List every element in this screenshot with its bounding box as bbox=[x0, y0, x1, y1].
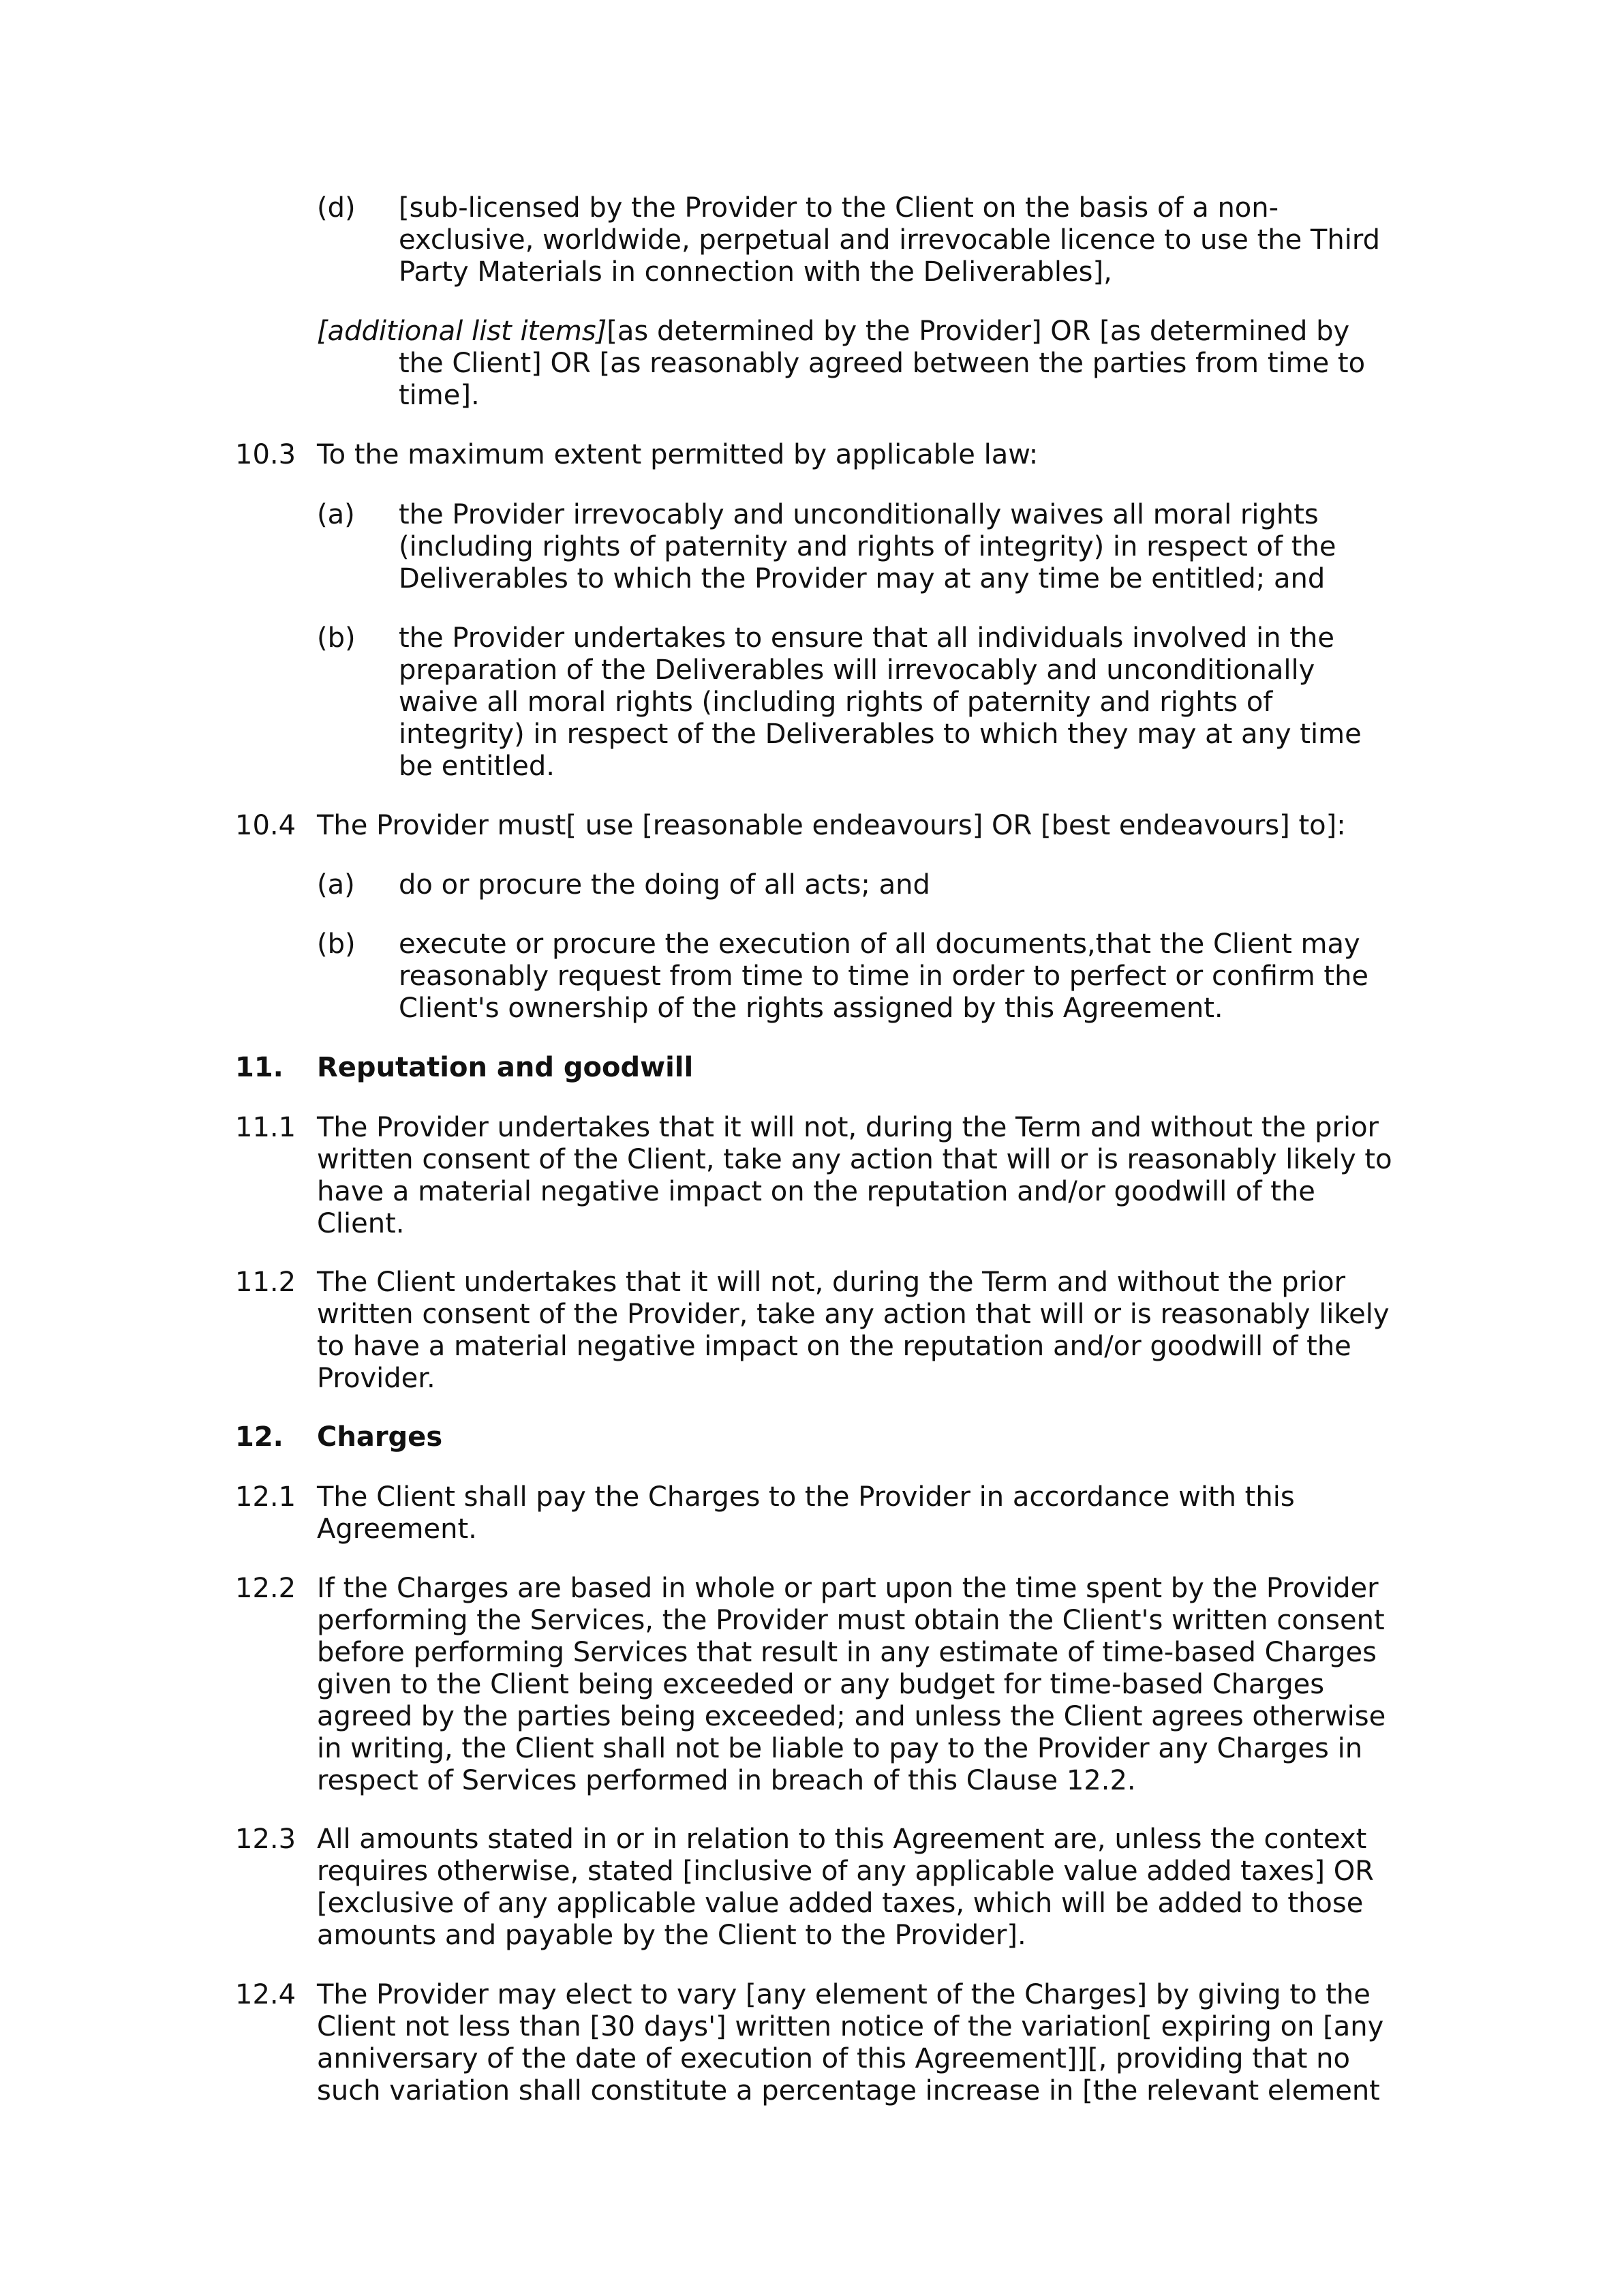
text-line: The Provider must[ use [reasonable endeavours] OR [best endeavours] to]: bbox=[317, 810, 1346, 841]
text-line: [exclusive of any applicable value added taxes, which will be added to those bbox=[317, 1888, 1364, 1919]
text-line: the Client] OR [as reasonably agreed between the parties from time to bbox=[399, 348, 1366, 379]
text-line: [sub-licensed by the Provider to the Client on the basis of a non- bbox=[399, 192, 1279, 224]
text-line: reasonably request from time to time in order to perfect or confirm the bbox=[399, 961, 1369, 992]
text-line: integrity) in respect of the Deliverables to which they may at any time bbox=[399, 719, 1362, 750]
text-line: If the Charges are based in whole or part upon the time spent by the Provider bbox=[317, 1573, 1379, 1604]
text-line: agreed by the parties being exceeded; and unless the Client agrees otherwise bbox=[317, 1701, 1386, 1732]
text-line: to have a material negative impact on the reputation and/or goodwill of the bbox=[317, 1331, 1351, 1362]
text-line: respect of Services performed in breach of this Clause 12.2. bbox=[317, 1765, 1136, 1796]
text-line: The Client undertakes that it will not, during the Term and without the prior bbox=[317, 1267, 1346, 1298]
clause-number: 12.3 bbox=[235, 1824, 296, 1855]
text-line: To the maximum extent permitted by applicable law: bbox=[317, 439, 1039, 470]
text-line: All amounts stated in or in relation to this Agreement are, unless the context bbox=[317, 1824, 1367, 1855]
clause-number: 12.4 bbox=[235, 1979, 296, 2010]
text-line: anniversary of the date of execution of this Agreement]][, providing that no bbox=[317, 2043, 1350, 2074]
item-label: (b) bbox=[317, 622, 356, 654]
text-line: (including rights of paternity and rights of integrity) in respect of the bbox=[399, 531, 1336, 562]
text-line: do or procure the doing of all acts; and bbox=[399, 869, 930, 901]
placeholder-text: [additional list items] bbox=[317, 316, 607, 347]
text-line: time]. bbox=[399, 380, 480, 411]
text-line: The Provider may elect to vary [any element of the Charges] by giving to the bbox=[317, 1979, 1371, 2010]
text-line: Party Materials in connection with the Deliverables], bbox=[399, 256, 1112, 288]
item-label: (d) bbox=[317, 192, 356, 224]
text-line: such variation shall constitute a percentage increase in [the relevant element bbox=[317, 2075, 1380, 2106]
clause-number: 12.1 bbox=[235, 1481, 296, 1513]
text-line: waive all moral rights (including rights of paternity and rights of bbox=[399, 686, 1273, 718]
text-line: execute or procure the execution of all documents,that the Client may bbox=[399, 928, 1360, 960]
clause-number: 10.3 bbox=[235, 439, 296, 470]
item-label: (a) bbox=[317, 499, 355, 530]
section-number: 11. bbox=[235, 1052, 284, 1083]
text-line: written consent of the Provider, take any action that will or is reasonably likely bbox=[317, 1299, 1390, 1330]
text-line: Deliverables to which the Provider may at any time be entitled; and bbox=[399, 563, 1326, 594]
item-label: (a) bbox=[317, 869, 355, 901]
text-line: be entitled. bbox=[399, 751, 555, 782]
text-line: in writing, the Client shall not be liable to pay to the Provider any Charges in bbox=[317, 1733, 1363, 1764]
text-line: The Client shall pay the Charges to the Provider in accordance with this bbox=[317, 1481, 1295, 1513]
text-line: have a material negative impact on the reputation and/or goodwill of the bbox=[317, 1176, 1315, 1207]
text-line: requires otherwise, stated [inclusive of any applicable value added taxes] OR bbox=[317, 1856, 1374, 1887]
text-line: performing the Services, the Provider must obtain the Client's written consent bbox=[317, 1605, 1385, 1636]
text-line: Agreement. bbox=[317, 1513, 477, 1545]
text-line: Client. bbox=[317, 1208, 405, 1239]
clause-number: 11.2 bbox=[235, 1267, 296, 1298]
text-line: Provider. bbox=[317, 1363, 435, 1394]
text-line: preparation of the Deliverables will irrevocably and unconditionally bbox=[399, 654, 1315, 686]
section-number: 12. bbox=[235, 1421, 284, 1453]
clause-number: 10.4 bbox=[235, 810, 296, 841]
text-line: before performing Services that result in any estimate of time-based Charges bbox=[317, 1637, 1377, 1668]
text-line: exclusive, worldwide, perpetual and irrevocable licence to use the Third bbox=[399, 224, 1380, 256]
text-line: amounts and payable by the Client to the Provider]. bbox=[317, 1920, 1026, 1951]
text-line: Client not less than [30 days'] written notice of the variation[ expiring on [any bbox=[317, 2011, 1384, 2042]
text-line: the Provider undertakes to ensure that all individuals involved in the bbox=[399, 622, 1334, 654]
text-line: Client's ownership of the rights assigned by this Agreement. bbox=[399, 993, 1223, 1024]
text-line: written consent of the Client, take any action that will or is reasonably likely to bbox=[317, 1144, 1392, 1175]
clause-number: 11.1 bbox=[235, 1112, 296, 1143]
text-line: the Provider irrevocably and unconditionally waives all moral rights bbox=[399, 499, 1319, 530]
text-line: The Provider undertakes that it will not, during the Term and without the prior bbox=[317, 1112, 1379, 1143]
item-label: (b) bbox=[317, 928, 356, 960]
text-line: given to the Client being exceeded or any budget for time-based Charges bbox=[317, 1669, 1325, 1700]
section-title: Charges bbox=[317, 1421, 443, 1453]
section-title: Reputation and goodwill bbox=[317, 1052, 694, 1083]
text-line: [as determined by the Provider] OR [as determined by bbox=[607, 316, 1350, 347]
clause-number: 12.2 bbox=[235, 1573, 296, 1604]
